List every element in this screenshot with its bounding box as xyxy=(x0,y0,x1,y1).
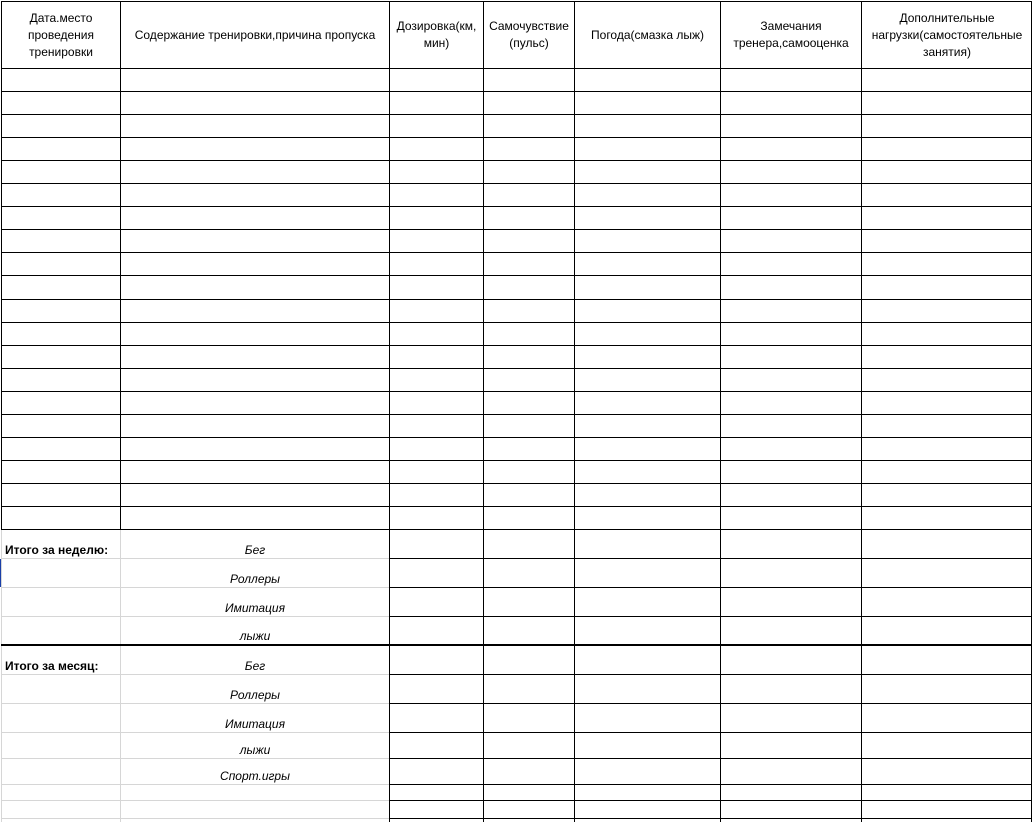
summary-row-border xyxy=(389,674,1032,675)
gridline-light xyxy=(1,800,389,801)
week-sport-ski: лыжи xyxy=(239,629,271,643)
summary-column-border xyxy=(1031,529,1032,822)
table-row-border xyxy=(1,368,1032,369)
table-row-border xyxy=(1,160,1032,161)
header-date[interactable] xyxy=(2,2,120,68)
header-bottom-border xyxy=(1,68,1032,69)
gridline-light xyxy=(1,732,389,733)
header-date-label: Дата.место проведения тренировки xyxy=(28,10,94,59)
column-border xyxy=(120,1,121,530)
table-row-border xyxy=(1,137,1032,138)
month-sport-run: Бег xyxy=(244,659,266,673)
header-content[interactable] xyxy=(121,2,389,68)
gridline-light xyxy=(1,558,389,559)
header-dosage[interactable] xyxy=(390,2,483,68)
table-row-border xyxy=(1,506,1032,507)
header-weather-label: Погода(смазка лыж) xyxy=(591,27,704,42)
month-sport-imitation: Имитация xyxy=(225,717,285,731)
header-wellbeing[interactable] xyxy=(484,2,574,68)
table-row-border xyxy=(1,483,1032,484)
header-remarks-label: Замечания тренера,самооценка xyxy=(733,19,849,50)
week-sport-run: Бег xyxy=(244,543,266,557)
gridline-light xyxy=(120,529,121,822)
table-row-border xyxy=(1,322,1032,323)
table-row-border xyxy=(1,345,1032,346)
column-border xyxy=(483,1,484,530)
column-border xyxy=(1031,1,1032,530)
gridline-light xyxy=(1,703,389,704)
header-extra[interactable] xyxy=(862,2,1032,68)
gridline-light xyxy=(1,818,389,819)
gridline-light xyxy=(1,674,389,675)
week-month-separator xyxy=(1,644,1032,646)
header-weather[interactable] xyxy=(575,2,720,68)
gridline-light xyxy=(1,784,389,785)
table-row-border xyxy=(1,275,1032,276)
table-row-border xyxy=(1,183,1032,184)
month-summary-label: Итого за месяц: xyxy=(5,659,99,673)
month-sport-games: Спорт.игры xyxy=(220,769,290,783)
week-sport-imitation: Имитация xyxy=(225,601,285,615)
header-content-label: Содержание тренировки,причина пропуска xyxy=(134,27,376,42)
summary-column-border xyxy=(720,529,721,822)
column-border xyxy=(389,1,390,530)
week-sport-rollers: Роллеры xyxy=(230,572,280,586)
week-summary-label: Итого за неделю: xyxy=(5,543,109,557)
table-row-border xyxy=(1,206,1032,207)
gridline-light xyxy=(1,587,389,588)
header-extra-label: Дополнительные нагрузки(самостоятельные занятия) xyxy=(871,10,1023,59)
header-dosage-label: Дозировка(км, мин) xyxy=(396,19,477,50)
summary-column-border xyxy=(574,529,575,822)
summary-row-border xyxy=(389,587,1032,588)
table-row-border xyxy=(1,91,1032,92)
month-sport-rollers: Роллеры xyxy=(230,688,280,702)
table-row-border xyxy=(1,460,1032,461)
summary-row-border xyxy=(389,732,1032,733)
gridline-light xyxy=(1,758,389,759)
table-row-border xyxy=(1,391,1032,392)
summary-row-border xyxy=(389,800,1032,801)
summary-row-border xyxy=(389,616,1032,617)
column-border xyxy=(1,1,2,530)
gridline-light xyxy=(1,529,2,822)
column-border xyxy=(574,1,575,530)
table-row-border xyxy=(1,229,1032,230)
table-row-border xyxy=(1,114,1032,115)
gridline-light xyxy=(1,616,389,617)
summary-row-border xyxy=(389,758,1032,759)
summary-column-border xyxy=(861,529,862,822)
table-row-border xyxy=(1,299,1032,300)
summary-column-border xyxy=(483,529,484,822)
header-remarks[interactable] xyxy=(721,2,861,68)
column-border xyxy=(861,1,862,530)
table-row-border xyxy=(1,437,1032,438)
summary-row-border xyxy=(389,784,1032,785)
header-wellbeing-label: Самочувствие (пульс) xyxy=(489,19,569,50)
summary-row-border xyxy=(389,818,1032,819)
table-row-border xyxy=(1,252,1032,253)
summary-row-border xyxy=(389,558,1032,559)
table-top-border xyxy=(1,1,1032,2)
summary-column-border xyxy=(389,529,390,822)
month-sport-ski: лыжи xyxy=(239,743,271,757)
column-border xyxy=(720,1,721,530)
summary-row-border xyxy=(389,703,1032,704)
table-row-border xyxy=(1,529,1032,530)
table-row-border xyxy=(1,414,1032,415)
